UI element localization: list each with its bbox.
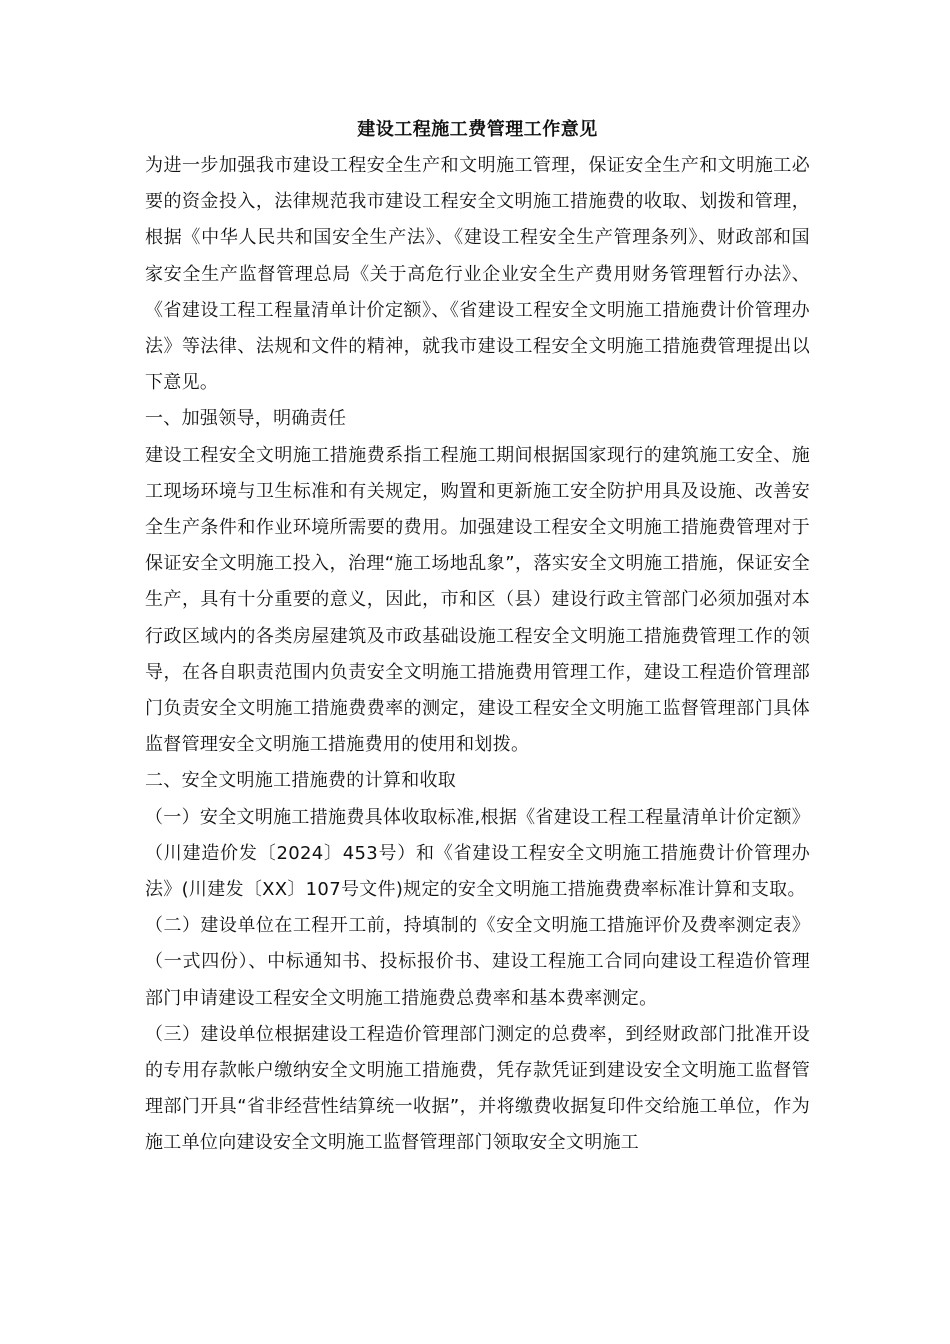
section-1-body: 建设工程安全文明施工措施费系指工程施工期间根据国家现行的建筑施工安全、施工现场环境与卫生标准和有关规定，购置和更新施工安全防护用具及设施、改善安全生产条件和作业环境所需要的费用。加强建设工程安全文明施工措施费管理对于保证安全文明施工投入，治理“施工场地乱象”，落实安全文明施工措施，保证安全生产，具有十分重要的意义，因此，市和区（县）建设行政主管部门必须加强对本行政区域内的各类房屋建筑及市政基础设施工程安全文明施工措施费管理工作的领导，在各自职责范围内负责安全文明施工措施费用管理工作，建设工程造价管理部门负责安全文明施工措施费费率的测定，建设工程安全文明施工监督管理部门具体监督管理安全文明施工措施费用的使用和划拨。 <box>145 444 810 756</box>
section-2-heading: 二、安全文明施工措施费的计算和收取 <box>145 770 457 792</box>
document-body <box>145 112 810 1162</box>
section-2-item-3: （三）建设单位根据建设工程造价管理部门测定的总费率，到经财政部门批准开设的专用存款帐户缴纳安全文明施工措施费，凭存款凭证到建设安全文明施工监督管理部门开具“省非经营性结算统一收据”，并将缴费收据复印件交给施工单位，作为施工单位向建设安全文明施工监督管理部门领取安全文明施工 <box>145 1023 810 1154</box>
section-2-item-2: （二）建设单位在工程开工前，持填制的《安全文明施工措施评价及费率测定表》（一式四份）、中标通知书、投标报价书、建设工程施工合同向建设工程造价管理部门申请建设工程安全文明施工措施费总费率和基本费率测定。 <box>145 915 810 1009</box>
section-2-item-1: （一）安全文明施工措施费具体收取标准,根据《省建设工程工程量清单计价定额》（川建造价发〔2024〕453号）和《省建设工程安全文明施工措施费计价管理办法》(川建发〔XX〕107号文件)规定的安全文明施工措施费费率标准计算和支取。 <box>145 806 810 901</box>
section-1-heading: 一、加强领导，明确责任 <box>145 408 347 430</box>
intro-paragraph: 为进一步加强我市建设工程安全生产和文明施工管理，保证安全生产和文明施工必要的资金投入，法律规范我市建设工程安全文明施工措施费的收取、划拨和管理，根据《中华人民共和国安全生产法》、《建设工程安全生产管理条列》、财政部和国家安全生产监督管理总局《关于高危行业企业安全生产费用财务管理暂行办法》、《省建设工程工程量清单计价定额》、《省建设工程安全文明施工措施费计价管理办法》等法律、法规和文件的精神，就我市建设工程安全文明施工措施费管理提出以下意见。 <box>145 155 810 394</box>
document-title: 建设工程施工费管理工作意见 <box>357 119 598 140</box>
